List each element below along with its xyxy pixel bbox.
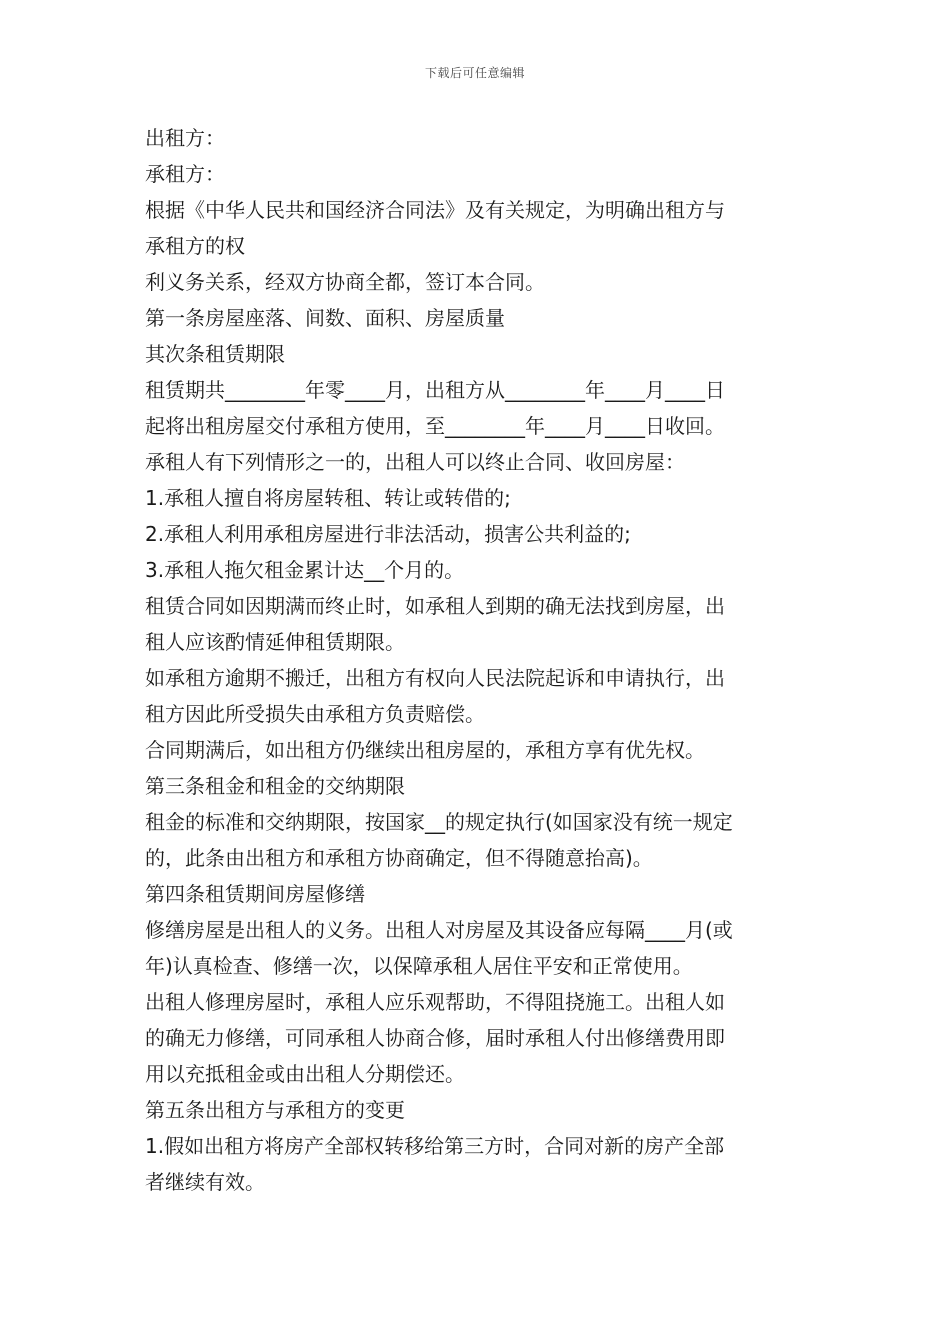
- text-line: 根据《中华人民共和国经济合同法》及有关规定，为明确出租方与: [145, 198, 725, 222]
- text-line: 承租方的权: [145, 234, 245, 258]
- text-line: 合同期满后，如出租方仍继续出租房屋的，承租方享有优先权。: [145, 738, 705, 762]
- text-line: 3.承租人拖欠租金累计达__个月的。: [145, 558, 465, 582]
- document-body: [145, 120, 815, 1200]
- text-line: 第三条租金和租金的交纳期限: [145, 774, 405, 798]
- text-line: 租赁合同如因期满而终止时，如承租人到期的确无法找到房屋，出: [145, 594, 725, 618]
- text-line: 租方因此所受损失由承租方负责赔偿。: [145, 702, 485, 726]
- text-line: 1.假如出租方将房产全部权转移给第三方时，合同对新的房产全部: [145, 1134, 725, 1158]
- text-line: 出租方：: [145, 126, 225, 150]
- text-line: 的，此条由出租方和承租方协商确定，但不得随意抬高)。: [145, 846, 653, 870]
- text-line: 其次条租赁期限: [145, 342, 285, 366]
- text-line: 起将出租房屋交付承租方使用，至________年____月____日收回。: [145, 414, 725, 438]
- text-line: 修缮房屋是出租人的义务。出租人对房屋及其设备应每隔____月(或: [145, 918, 733, 942]
- text-line: 如承租方逾期不搬迁，出租方有权向人民法院起诉和申请执行，出: [145, 666, 725, 690]
- text-line: 第一条房屋座落、间数、面积、房屋质量: [145, 306, 505, 330]
- text-line: 出租人修理房屋时，承租人应乐观帮助，不得阻挠施工。出租人如: [145, 990, 725, 1014]
- text-line: 租金的标准和交纳期限，按国家__的规定执行(如国家没有统一规定: [145, 810, 733, 834]
- text-line: 者继续有效。: [145, 1170, 265, 1194]
- text-line: 租人应该酌情延伸租赁期限。: [145, 630, 405, 654]
- text-line: 承租人有下列情形之一的，出租人可以终止合同、收回房屋：: [145, 450, 685, 474]
- text-line: 的确无力修缮，可同承租人协商合修，届时承租人付出修缮费用即: [145, 1026, 725, 1050]
- text-line: 2.承租人利用承租房屋进行非法活动，损害公共利益的;: [145, 522, 631, 546]
- page-header: 下载后可任意编辑: [424, 66, 525, 80]
- text-line: 1.承租人擅自将房屋转租、转让或转借的;: [145, 486, 511, 510]
- text-line: 用以充抵租金或由出租人分期偿还。: [145, 1062, 465, 1086]
- text-line: 第五条出租方与承租方的变更: [145, 1098, 405, 1122]
- text-line: 年)认真检查、修缮一次，以保障承租人居住平安和正常使用。: [145, 954, 693, 978]
- text-line: 租赁期共________年零____月，出租方从________年____月____日: [145, 378, 725, 402]
- text-line: 利义务关系，经双方协商全都，签订本合同。: [145, 270, 545, 294]
- text-line: 承租方：: [145, 162, 225, 186]
- text-line: 第四条租赁期间房屋修缮: [145, 882, 365, 906]
